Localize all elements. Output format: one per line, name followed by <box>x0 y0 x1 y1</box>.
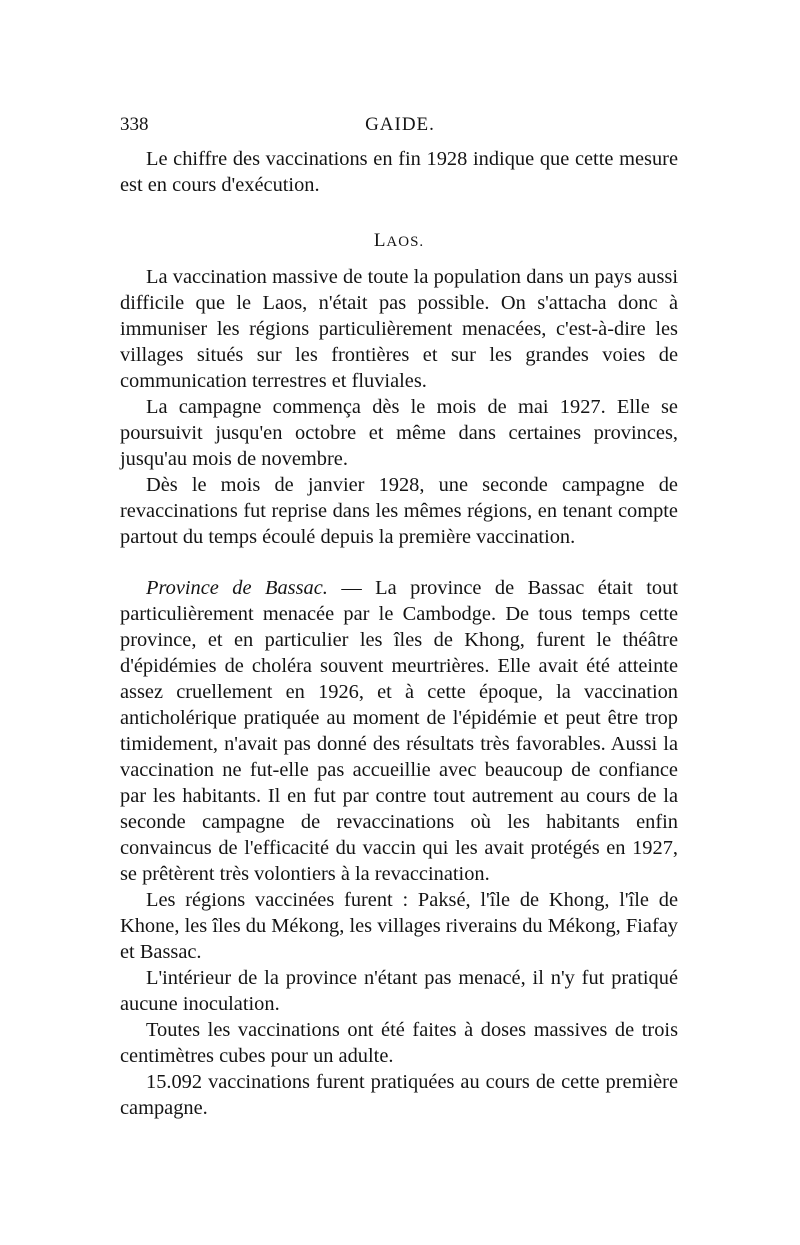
bassac-paragraph <box>120 575 678 887</box>
laos-paragraph-2: La campagne commença dès le mois de mai 1927. Elle se poursuivit jusqu'en octobre et même dans certaines provinces, jusqu'au mois de novembre. <box>120 396 678 470</box>
bassac-text: — La province de Bassac était tout particulièrement menacée par le Cambodge. De tous temps cette province, et en particulier les îles de Khong, furent le théâtre d'épidémies de choléra souvent meurtrières. Elle avait été atteinte assez cruellement en 1926, et à cette époque, la vaccination anticholérique pratiquée au moment de l'épidémie et peut être trop timidement, n'avait pas donné des résultats très favorables. Aussi la vaccination ne fut-elle pas accueillie avec beaucoup de confiance par les habitants. Il en fut par contre tout autrement au cours de la seconde campagne de revaccinations où les habitants enfin convaincus de l'efficacité du vaccin qui les avait protégés en 1927, se prêtèrent très volontiers à la revaccination. <box>120 577 678 885</box>
paragraph-gap <box>120 550 678 575</box>
running-title: GAIDE. <box>365 114 435 135</box>
section-heading-laos <box>120 228 678 255</box>
body-text <box>120 146 678 1121</box>
bassac-subheading: Province de Bassac. <box>146 577 328 599</box>
regions-paragraph: Les régions vaccinées furent : Paksé, l'île de Khong, l'île de Khone, les îles du Mékong, les villages riverains du Mékong, Fiafay et Bassac. <box>120 889 678 963</box>
laos-paragraph-3: Dès le mois de janvier 1928, une seconde campagne de revaccinations fut reprise dans les mêmes régions, en tenant compte partout du temps écoulé depuis la première vaccination. <box>120 474 678 548</box>
intro-paragraph: Le chiffre des vaccinations en fin 1928 indique que cette mesure est en cours d'exécution. <box>120 148 678 196</box>
section-heading-initial: L <box>373 230 387 251</box>
interior-paragraph: L'intérieur de la province n'étant pas menacé, il n'y fut pratiqué aucune inoculation. <box>120 967 678 1015</box>
section-heading-rest: AOS. <box>386 234 425 250</box>
running-header <box>120 114 680 142</box>
page-number: 338 <box>120 114 149 135</box>
laos-paragraph-1: La vaccination massive de toute la population dans un pays aussi difficile que le Laos, n'était pas possible. On s'attacha donc à immuniser les régions particulièrement menacées, c'est-à-dire les villages situés sur les frontières et sur les grandes voies de communication terrestres et fluviales. <box>120 266 678 392</box>
doses-paragraph: Toutes les vaccinations ont été faites à doses massives de trois centimètres cubes pour un adulte. <box>120 1019 678 1067</box>
total-paragraph: 15.092 vaccinations furent pratiquées au cours de cette première campagne. <box>120 1071 678 1119</box>
